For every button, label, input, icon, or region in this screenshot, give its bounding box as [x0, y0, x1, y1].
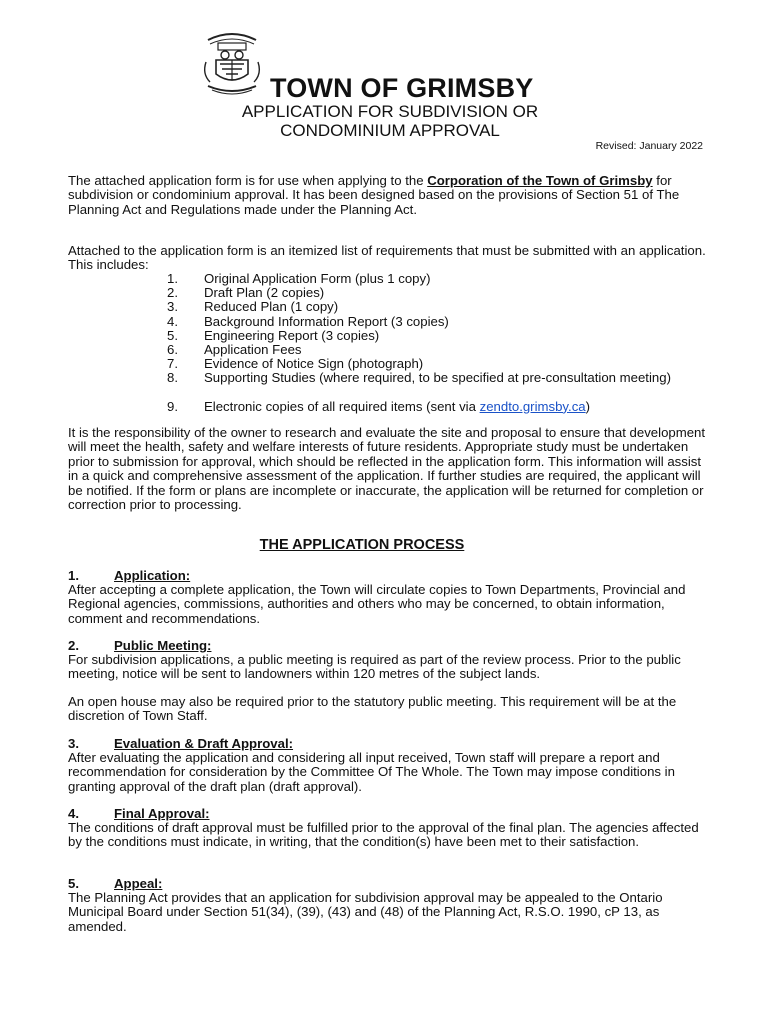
requirements-list: [68, 272, 708, 414]
section-body-appeal: The Planning Act provides that an application for subdivision approval may be appealed to the Ontario Municipal Board under Section 51(34), (39), (43) and (48) of the Planning Act, R.S.O. 1990, cP 13, as amended.: [68, 890, 663, 934]
corporation-name: Corporation of the Town of Grimsby: [427, 173, 653, 188]
list-item: 2. Draft Plan (2 copies): [167, 285, 325, 301]
form-subtitle-line1: APPLICATION FOR SUBDIVISION OR: [241, 102, 539, 121]
section-body-application: After accepting a complete application, the Town will circulate copies to Town Departments, Provincial and Regional agencies, commissions, authorities and others who may be concerned, to obtain information, comment and recommendations.: [68, 582, 686, 626]
process-heading: THE APPLICATION PROCESS: [259, 537, 465, 553]
list-item: 5. Engineering Report (3 copies): [167, 327, 380, 343]
list-item: 1. Original Application Form (plus 1 copy): [167, 271, 431, 286]
section-body-public-meeting: For subdivision applications, a public meeting is required as part of the review process. Prior to the public meeting, notice will be sent to landowners within 120 metres of the subject lands.: [68, 652, 681, 682]
form-subtitle-line2: CONDOMINIUM APPROVAL: [280, 121, 500, 140]
town-crest-icon: [198, 28, 266, 98]
list-item: 3. Reduced Plan (1 copy): [167, 299, 339, 315]
list-item: 8. Supporting Studies (where required, to be specified at pre-consultation meeting): [167, 370, 671, 386]
list-item: 7. Evidence of Notice Sign (photograph): [167, 356, 424, 372]
section-heading-final-approval: 4. Final Approval:: [68, 806, 210, 821]
town-title: TOWN OF GRIMSBY: [270, 73, 534, 103]
intro-paragraph-1: The attached application form is for use when applying to the Corporation of the Town of Grimsby for subdivision or condominium approval. It has been designed based on the provisions of Section 51 of The Planning Act and Regulations made under the Planning Act.: [68, 173, 680, 217]
section-heading-public-meeting: 2. Public Meeting:: [68, 638, 212, 653]
revised-date: Revised: January 2022: [595, 140, 703, 152]
list-item: 6. Application Fees: [167, 341, 302, 357]
zendto-link[interactable]: zendto.grimsby.ca: [479, 398, 586, 414]
section-heading-application: 1. Application:: [68, 568, 191, 583]
section-body-public-meeting-2: An open house may also be required prior to the statutory public meeting. This requirement will be at the discretion of Town Staff.: [68, 694, 677, 724]
section-heading-appeal: 5. Appeal:: [68, 876, 163, 891]
section-heading-draft-approval: 3. Evaluation & Draft Approval:: [68, 736, 294, 751]
section-body-draft-approval: After evaluating the application and considering all input received, Town staff will prepare a report and recommendation for consideration by the Committee Of The Whole. The Town may impose conditions in granting approval of the draft plan (draft approval).: [68, 750, 675, 794]
list-item: 4. Background Information Report (3 copies): [167, 313, 449, 329]
section-body-final-approval: The conditions of draft approval must be fulfilled prior to the approval of the final plan. The agencies affected by the conditions must indicate, in writing, that the condition(s) have been met to their satisfaction.: [68, 820, 699, 850]
intro-paragraph-2: Attached to the application form is an itemized list of requirements that must be submitted with an application. This includes:: [68, 243, 706, 273]
intro-paragraph-3: It is the responsibility of the owner to research and evaluate the site and proposal to ensure that development will meet the health, safety and welfare interests of future residents. Appropriate study must be undertaken prior to submission for approval, which should be reflected in the application form. This information will assist in a quick and comprehensive assessment of the application. If further studies are required, the applicant will be notified. If the form or plans are incomplete or inaccurate, the application will be returned for completion or correction prior to processing.: [68, 425, 706, 513]
list-item: 9. Electronic copies of all required items (sent via zendto.grimsby.ca): [167, 398, 591, 414]
